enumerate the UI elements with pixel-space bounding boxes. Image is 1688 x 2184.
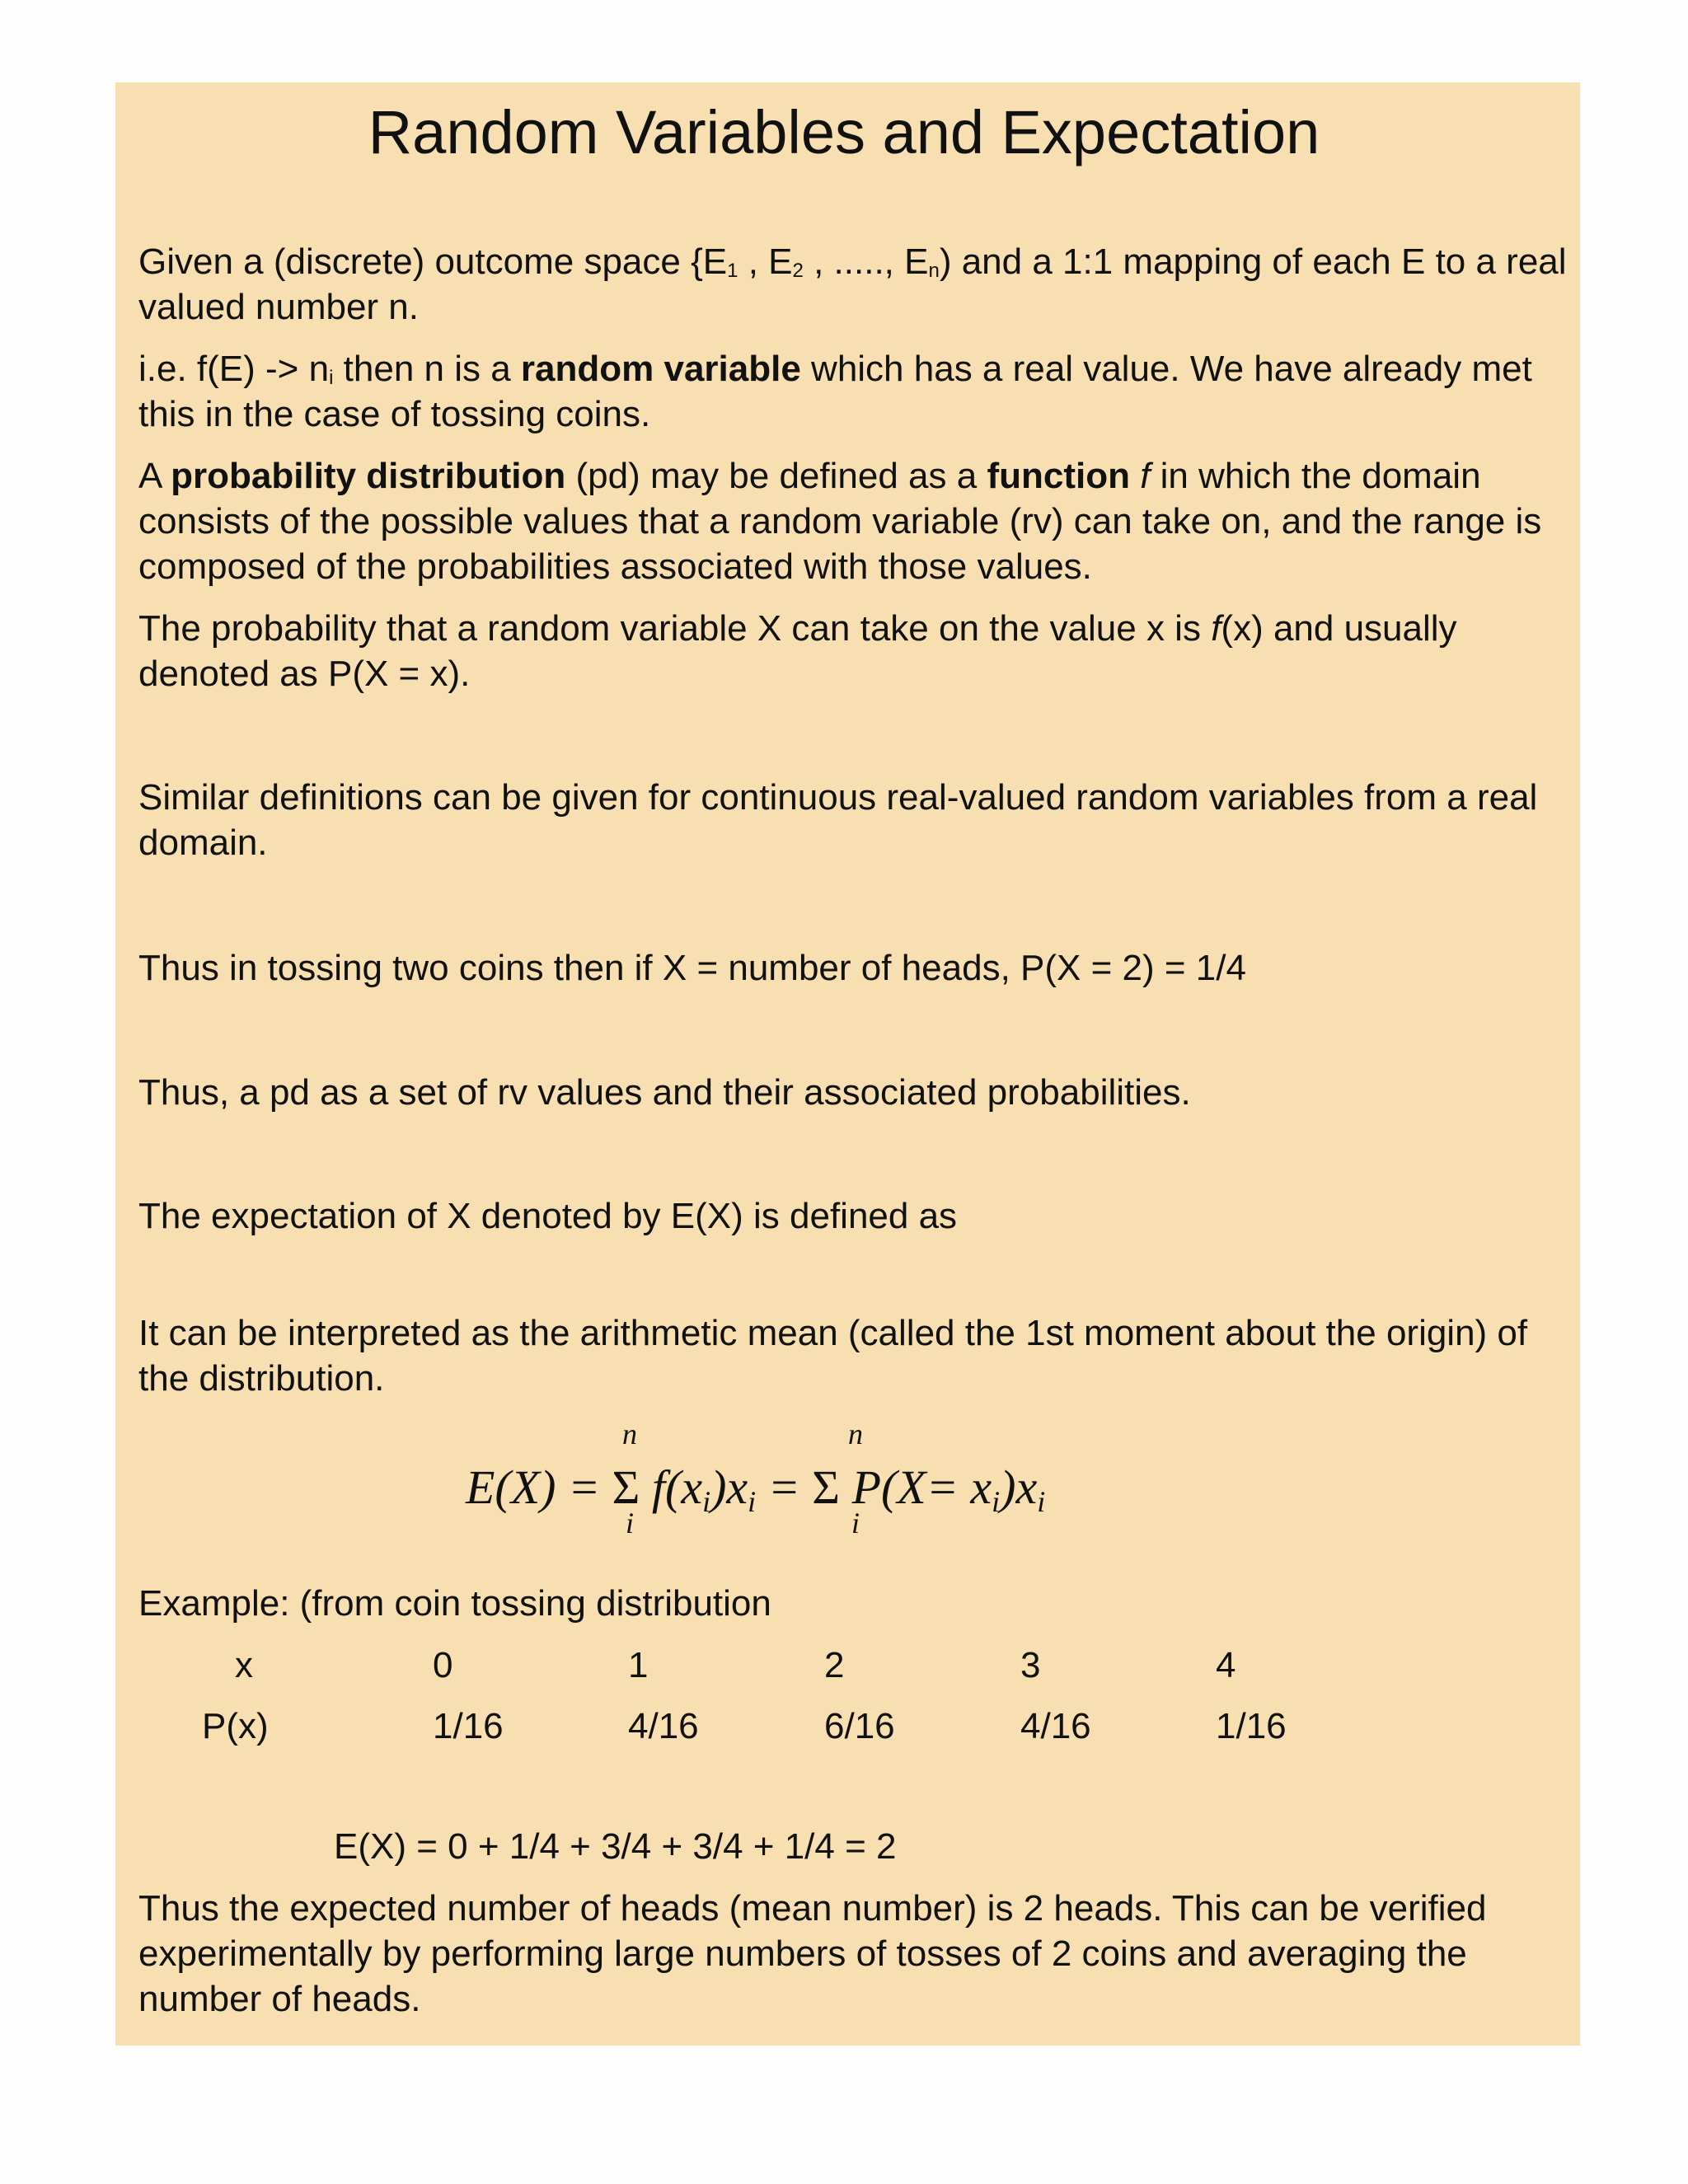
table-cell-x: 3 [1020, 1645, 1041, 1685]
formula-main-line: E(X) = Σ $f(x_i)x_i = \Sigma$ $P(X= x_i)x_i$ [466, 1460, 1046, 1518]
sum-lower-limit: i [851, 1507, 860, 1540]
paragraph-conclusion: Thus the expected number of heads (mean number) is 2 heads. This can be verified experimentally by performing large numbers of tosses of 2 coins and averaging the number of heads. [138, 1888, 1487, 2019]
table-cell-px: 4/16 [628, 1706, 699, 1746]
expectation-formula [466, 1418, 1125, 1541]
table-cell-x: 0 [433, 1645, 453, 1685]
table-header-px: P(x) [202, 1706, 269, 1746]
page-title: Random Variables and Expectation [368, 98, 1320, 166]
table-header-x: x [235, 1645, 253, 1685]
table-cell-px: 1/16 [1216, 1706, 1287, 1746]
table-cell-px: 1/16 [433, 1706, 504, 1746]
paragraph-continuous: Similar definitions can be given for continuous real-valued random variables from a real domain. [138, 777, 1538, 863]
paragraph-probability-notation: The probability that a random variable X can take on the value x is f(x) and usually denoted as P(X = x). [138, 608, 1457, 694]
paragraph-example-intro: Example: (from coin tossing distribution [138, 1583, 771, 1624]
paragraph-outcome-space: Given a (discrete) outcome space {$E_1$ , $E_2$ , ....., $E_n$) and a 1:1 mapping of each E to a real valued number n. [138, 241, 1567, 327]
table-cell-x: 1 [628, 1645, 649, 1685]
paragraph-random-variable: i.e. $f(E) -> n_i$ then n is a random variable which has a real value. We have already met this in the case of tossing coins. [138, 349, 1532, 434]
paragraph-pd-set: Thus, a pd as a set of rv values and their associated probabilities. [138, 1072, 1191, 1113]
table-cell-x: 2 [824, 1645, 845, 1685]
table-cell-px: 6/16 [824, 1706, 895, 1746]
sum-upper-limit: n [848, 1418, 863, 1451]
paragraph-two-coins: Thus in tossing two coins then if X = number of heads, P(X = 2) = 1/4 [138, 948, 1246, 988]
sum-lower-limit: i [626, 1507, 635, 1540]
paragraph-probability-distribution: A probability distribution (pd) may be defined as a function f in which the domain consists of the possible values that a random variable (rv) can take on, and the range is composed of the probabilities associated with those values. [138, 456, 1542, 587]
paragraph-arithmetic-mean: It can be interpreted as the arithmetic mean (called the 1st moment about the origin) of the distribution. [138, 1313, 1528, 1399]
example-result: E(X) = 0 + 1/4 + 3/4 + 3/4 + 1/4 = 2 [334, 1826, 897, 1867]
sum-upper-limit: n [622, 1418, 637, 1451]
table-cell-x: 4 [1216, 1645, 1236, 1685]
paragraph-expectation-definition: The expectation of X denoted by E(X) is defined as [138, 1196, 958, 1236]
table-cell-px: 4/16 [1020, 1706, 1091, 1746]
